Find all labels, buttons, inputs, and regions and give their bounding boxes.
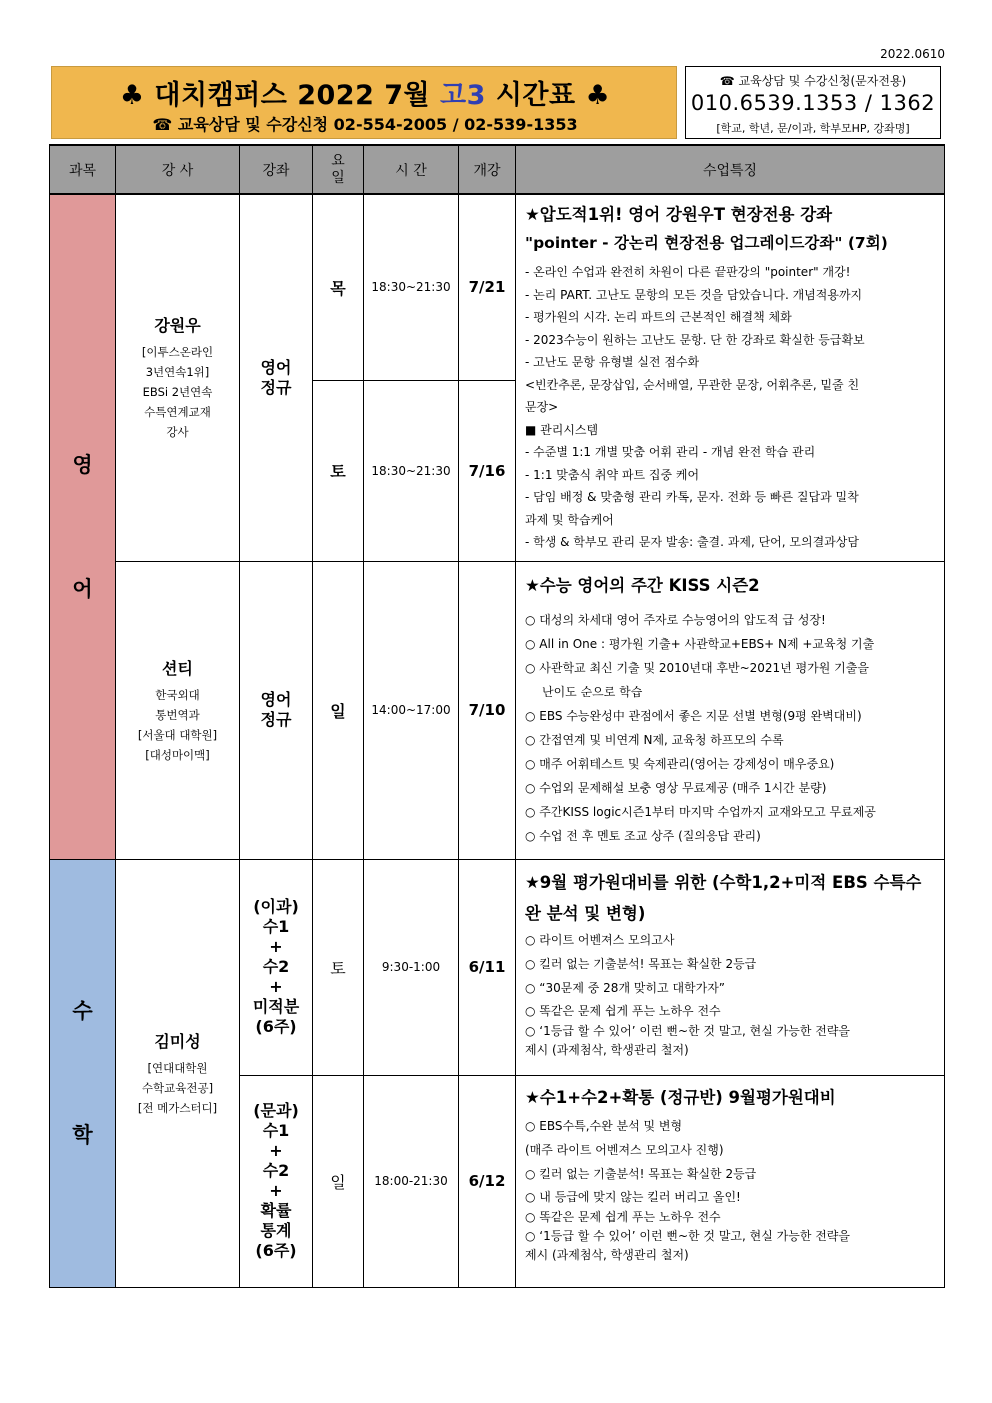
feature-line: ○ EBS 수능완성中 관점에서 좋은 지문 선별 변형(9평 완벽대비): [525, 708, 862, 723]
table-row: [50, 561, 945, 859]
course-line: 수2: [262, 957, 290, 976]
sms-contact-note: [학교, 학년, 문/이과, 학부모HP, 강좌명]: [716, 122, 910, 135]
feature-line: - 2023수능이 원하는 고난도 문항. 단 한 강좌로 확실한 등급확보: [525, 332, 865, 347]
course-line: (6주): [255, 1241, 297, 1260]
feature-line: ○ 수업 전 후 멘토 조교 상주 (질의응답 관리): [525, 828, 761, 843]
col-day-line-1: 요: [331, 152, 345, 169]
feature-line: ○ 똑같은 문제 쉽게 푸는 노하우 전수: [525, 1003, 721, 1018]
subject-english-char-2: 어: [72, 576, 93, 601]
open-math-a: 6/11: [459, 859, 516, 1075]
course-line: 수1: [262, 917, 290, 936]
col-time: 시 간: [364, 145, 459, 194]
col-teacher: 강 사: [116, 145, 240, 194]
time-math-a: 9:30-1:00: [364, 859, 459, 1075]
feature-title-cont: 완 분석 및 변형): [525, 903, 646, 923]
header-phone: ☎ 교육상담 및 수강신청 02-554-2005 / 02-539-1353: [152, 115, 578, 134]
feature-line: 과제 및 학습케어: [525, 512, 614, 527]
course-kang: [240, 194, 313, 561]
teacher-kang: [116, 194, 240, 561]
feature-line: 난이도 순으로 학습: [542, 684, 643, 699]
feature-line: ○ All in One : 평가원 기출+ 사관학교+EBS+ N제 +교육청 기출: [525, 636, 875, 651]
feature-line: - 평가원의 시각. 논리 파트의 근본적인 해결책 체화: [525, 310, 792, 324]
header-banner: [51, 66, 677, 139]
teacher-desc-line: [대성마이맥]: [145, 747, 210, 762]
course-line: +: [269, 937, 283, 956]
feature-line: - 온라인 수업과 완전히 차원이 다른 끝판강의 "pointer" 개강!: [525, 265, 851, 279]
feature-title: ★압도적1위! 영어 강원우T 현장전용 강좌: [525, 205, 833, 224]
day-senti: 일: [313, 561, 364, 859]
open-senti: 7/10: [459, 561, 516, 859]
teacher-senti: [116, 561, 240, 859]
feature-line: ○ 라이트 어벤져스 모의고사: [525, 932, 675, 947]
features-math-b: [516, 1075, 945, 1287]
course-line: 통계: [260, 1221, 292, 1240]
time-senti: 14:00~17:00: [364, 561, 459, 859]
course-line: (6주): [255, 1017, 297, 1036]
teacher-desc-line: [연대대학원: [147, 1060, 208, 1075]
features-senti: [516, 561, 945, 859]
day-kang-b: 토: [313, 380, 364, 561]
course-line: (문과): [253, 1101, 299, 1120]
time-kang-b: 18:30~21:30: [364, 380, 459, 561]
course-line: 영어: [260, 690, 292, 709]
teacher-desc-line: 통번역과: [155, 707, 200, 722]
feature-line: ○ 내 등급에 맞지 않는 킬러 버리고 올인!: [525, 1189, 741, 1204]
course-line: +: [269, 1181, 283, 1200]
feature-line: 제시 (과제첨삭, 학생관리 철저): [525, 1247, 689, 1262]
course-line: +: [269, 977, 283, 996]
course-line: 수1: [262, 1121, 290, 1140]
table-row: [50, 194, 945, 380]
table-header-row: [50, 145, 945, 194]
course-line: (이과): [253, 897, 299, 916]
document-date: 2022.0610: [880, 47, 945, 61]
feature-line: - 고난도 문항 유형별 실전 점수화: [525, 355, 700, 369]
teacher-name: 강원우: [154, 316, 201, 336]
teacher-desc-line: 3년연속1위]: [145, 365, 210, 380]
course-math-b: [240, 1075, 313, 1287]
sms-contact-numbers: 010.6539.1353 / 1362: [690, 91, 936, 115]
feature-line: - 학생 & 학부모 관리 문자 발송: 출결. 과제, 단어, 모의결과상담: [525, 535, 859, 549]
course-line: +: [269, 1141, 283, 1160]
course-line: 확률: [260, 1201, 292, 1220]
day-math-b: 일: [313, 1075, 364, 1287]
course-math-a: [240, 859, 313, 1075]
subject-math-char-2: 학: [72, 1123, 93, 1147]
teacher-desc-line: [전 메가스터디]: [137, 1100, 218, 1115]
teacher-name: 김미성: [154, 1031, 201, 1051]
col-subject: 과목: [50, 145, 116, 194]
teacher-desc-line: 한국외대: [155, 687, 200, 702]
feature-line: ○ 사관학교 최신 기출 및 2010년대 후반~2021년 평가원 기출을: [525, 660, 869, 675]
open-kang-a: 7/21: [459, 194, 516, 380]
teacher-desc-line: EBSi 2년연속: [142, 385, 213, 400]
course-line: 미적분: [252, 997, 300, 1016]
open-kang-b: 7/16: [459, 380, 516, 561]
feature-title: ★수1+수2+확통 (정규반) 9월평가원대비: [525, 1087, 836, 1107]
feature-line: ○ 킬러 없는 기출분석! 목표는 확실한 2등급: [525, 956, 757, 971]
sms-contact-box: [685, 66, 941, 139]
course-line: 영어: [260, 357, 292, 377]
col-day: [313, 145, 364, 194]
feature-line: 문장>: [525, 400, 559, 414]
title-grade-highlight: 고3: [440, 80, 486, 111]
feature-line: ○ 매주 어휘테스트 및 숙제관리(영어는 강제성이 매우중요): [525, 756, 835, 771]
open-math-b: 6/12: [459, 1075, 516, 1287]
feature-line: ○ 대성의 차세대 영어 주자로 수능영어의 압도적 급 성장!: [525, 612, 826, 627]
teacher-desc: [116, 685, 239, 765]
feature-line: - 논리 PART. 고난도 문항의 모든 것을 담았습니다. 개념적용까지: [525, 287, 863, 302]
schedule-table: [49, 144, 945, 1288]
feature-line: ○ 간접연계 및 비연계 N제, 교육청 하프모의 수록: [525, 732, 784, 747]
feature-line: ○ ‘1등급 할 수 있어’ 이런 뻔~한 것 말고, 현실 가능한 전략을: [525, 1023, 850, 1038]
subject-english-char-1: 영: [72, 452, 93, 477]
subject-math: [50, 859, 116, 1287]
features-kang: [516, 194, 945, 561]
course-line: 정규: [260, 710, 292, 729]
teacher-desc-line: 강사: [166, 425, 189, 440]
course-line: 정규: [260, 377, 292, 397]
course-line: 수2: [262, 1161, 290, 1180]
day-kang-a: 목: [313, 194, 364, 380]
title-prefix: ♣ 대치캠퍼스 2022 7월: [119, 80, 441, 111]
feature-spacer: [525, 600, 936, 608]
teacher-name: 션티: [162, 658, 193, 678]
sms-contact-label: ☎ 교육상담 및 수강신청(문자전용): [719, 74, 907, 88]
col-open: 개강: [459, 145, 516, 194]
table-row: [50, 859, 945, 1075]
feature-line: (매주 라이트 어벤져스 모의고사 진행): [525, 1142, 724, 1157]
page-title: [52, 73, 678, 112]
teacher-desc-line: 수특연계교재: [144, 405, 211, 420]
feature-line: ○ “30문제 중 28개 맞히고 대학가자”: [525, 980, 726, 995]
feature-line: - 1:1 맞춤식 취약 파트 집중 케어: [525, 467, 700, 482]
feature-line: - 수준별 1:1 개별 맞춤 어휘 관리 - 개념 완전 학습 관리: [525, 445, 816, 459]
feature-line: - 담임 배정 & 맞춤형 관리 카톡, 문자. 전화 등 빠른 질답과 밀착: [525, 490, 859, 504]
teacher-desc-line: 수학교육전공]: [141, 1080, 214, 1095]
col-features: 수업특징: [516, 145, 945, 194]
course-senti: [240, 561, 313, 859]
title-suffix: 시간표 ♣: [485, 80, 611, 111]
feature-subtitle: "pointer - 강논리 현장전용 업그레이드강좌" (7회): [525, 234, 888, 252]
feature-line: 제시 (과제첨삭, 학생관리 철저): [525, 1042, 689, 1057]
teacher-desc-line: [이투스온라인: [141, 345, 214, 360]
col-day-line-2: 일: [331, 169, 345, 186]
feature-line: ○ EBS수특,수완 분석 및 변형: [525, 1118, 683, 1133]
subject-math-char-1: 수: [72, 999, 93, 1023]
teacher-desc: [116, 342, 239, 442]
feature-line: ○ ‘1등급 할 수 있어’ 이런 뻔~한 것 말고, 현실 가능한 전략을: [525, 1228, 850, 1243]
col-course: 강좌: [240, 145, 313, 194]
feature-line: ○ 킬러 없는 기출분석! 목표는 확실한 2등급: [525, 1166, 757, 1181]
features-math-a: [516, 859, 945, 1075]
time-math-b: 18:00-21:30: [364, 1075, 459, 1287]
feature-title: ★수능 영어의 주간 KISS 시즌2: [525, 575, 760, 595]
teacher-kim: [116, 859, 240, 1287]
subject-english: [50, 194, 116, 859]
teacher-desc: [116, 1058, 239, 1118]
teacher-desc-line: [서울대 대학원]: [137, 727, 218, 742]
day-math-a: 토: [313, 859, 364, 1075]
feature-line: ■ 관리시스템: [525, 422, 599, 437]
feature-line: <빈칸추론, 문장삽입, 순서배열, 무관한 문장, 어휘추론, 밑줄 친: [525, 377, 860, 392]
feature-line: ○ 똑같은 문제 쉽게 푸는 노하우 전수: [525, 1209, 721, 1224]
feature-line: ○ 주간KISS logic시즌1부터 마지막 수업까지 교재와모고 무료제공: [525, 804, 876, 819]
feature-line: ○ 수업외 문제해설 보충 영상 무료제공 (매주 1시간 분량): [525, 780, 827, 795]
time-kang-a: 18:30~21:30: [364, 194, 459, 380]
feature-title: ★9월 평가원대비를 위한 (수학1,2+미적 EBS 수특수: [525, 872, 922, 892]
